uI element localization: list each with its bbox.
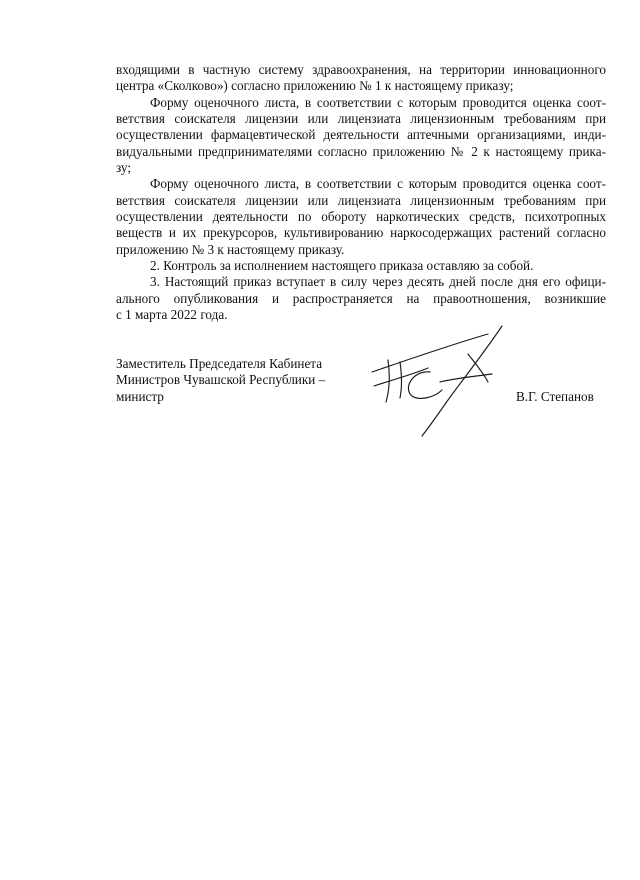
body-line: ветствия соискателя лицензии или лицензиата лицензионным требованиям при — [116, 192, 606, 208]
body-line: ального опубликования и распространяется на правоотношения, возникшие — [116, 290, 606, 306]
body-line: зу; — [116, 160, 132, 176]
signature-top-stroke — [372, 334, 488, 372]
handwritten-signature — [352, 324, 522, 440]
signatory-name: В.Г. Степанов — [516, 389, 594, 404]
body-line: осуществлении деятельности по обороту наркотических средств, психотропных — [116, 209, 606, 225]
body-line: 2. Контроль за исполнением настоящего приказа оставляю за собой. — [150, 258, 534, 274]
signatory-title-line: министр — [116, 388, 164, 404]
order-body-text — [116, 62, 606, 324]
body-line: центра «Сколково») согласно приложению № 1 к настоящему приказу; — [116, 78, 514, 94]
body-line: с 1 марта 2022 года. — [116, 307, 228, 323]
body-line: видуальными предпринимателями согласно приложению № 2 к настоящему прика- — [116, 143, 606, 159]
body-line: Форму оценочного листа, в соответствии с которым проводится оценка соот- — [150, 176, 606, 192]
body-line: Форму оценочного листа, в соответствии с которым проводится оценка соот- — [150, 94, 606, 110]
body-line: входящими в частную систему здравоохранения, на территории инновационного — [116, 62, 606, 77]
signature-short-hook — [468, 354, 488, 382]
signatory-title — [116, 356, 325, 405]
body-line: осуществлении фармацевтической деятельности аптечными организациями, инди- — [116, 127, 606, 143]
signature-loop-c — [408, 372, 442, 399]
body-line: 3. Настоящий приказ вступает в силу через десять дней после дня его офици- — [150, 274, 606, 290]
body-line: приложению № 3 к настоящему приказу. — [116, 241, 345, 257]
signature-second-stem — [400, 362, 402, 398]
body-line: веществ и их прекурсоров, культивированию наркосодержащих растений согласно — [116, 225, 606, 241]
signatory-title-line: Заместитель Председателя Кабинета — [116, 356, 323, 371]
body-line: ветствия соискателя лицензии или лицензиата лицензионным требованиям при — [116, 111, 606, 127]
signatory-title-line: Министров Чувашской Республики – — [116, 372, 326, 388]
